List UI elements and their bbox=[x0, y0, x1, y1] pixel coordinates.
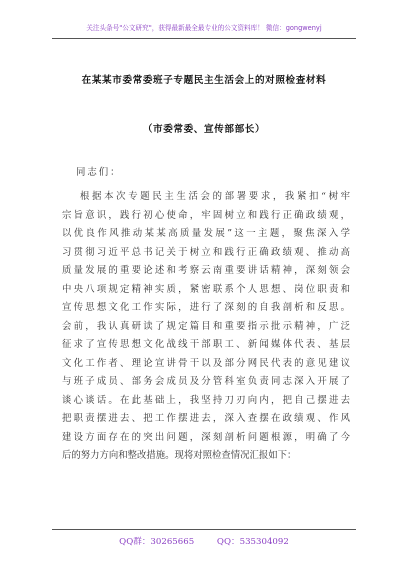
qq-group-number: QQ群：30265665 bbox=[119, 537, 195, 547]
body-paragraph bbox=[62, 188, 350, 466]
body-line: 谈心谈话。在此基础上，我坚持刀刃向内，把自己摆进去 bbox=[62, 394, 350, 406]
document-subtitle: （市委常委、宣传部部长） bbox=[142, 124, 266, 135]
body-line: 把职责摆进去、把工作摆进去，深入查摆在政绩观、作风 bbox=[62, 413, 350, 424]
body-line: 宗旨意识，践行初心使命，牢固树立和践行正确政绩观， bbox=[62, 209, 350, 221]
body-line: 以优良作风推动某某高质量发展”这一主题，聚焦深入学 bbox=[62, 228, 350, 239]
body-line: 宣传思想文化工作实际，进行了深刻的自我剖析和反思。 bbox=[62, 302, 350, 313]
body-line: 文化工作者、理论宣讲骨干以及部分网民代表的意见建议 bbox=[62, 357, 350, 369]
header-banner: 关注头条号"公文研究"，获得最新最全最专业的公文资料库！ 微信：gongwenyj bbox=[86, 24, 322, 32]
body-line: 根据本次专题民主生活会的部署要求，我紧扣“树牢 bbox=[80, 191, 350, 202]
salutation: 同志们： bbox=[76, 167, 122, 178]
body-line: 与班子成员、部务会成员及分管科室负责同志深入开展了 bbox=[62, 376, 350, 387]
footer-contact bbox=[0, 535, 408, 547]
header-divider bbox=[52, 38, 356, 39]
footer-divider bbox=[52, 529, 356, 530]
body-line: 中央八项规定精神实质，紧密联系个人思想、岗位职责和 bbox=[62, 283, 350, 295]
body-line: 习贯彻习近平总书记关于树立和践行正确政绩观、推动高 bbox=[62, 246, 350, 258]
qq-number: QQ：535304092 bbox=[216, 537, 289, 547]
document-title: 在某某市委常委班子专题民主生活会上的对照检查材料 bbox=[81, 75, 327, 86]
body-line: 征求了宣传思想文化战线干部职工、新闻媒体代表、基层 bbox=[62, 339, 350, 350]
body-line: 后的努力方向和整改措施。现将对照检查情况汇报如下： bbox=[62, 450, 297, 461]
body-line: 建设方面存在的突出问题，深刻剖析问题根源，明确了今 bbox=[62, 431, 350, 443]
body-line: 质量发展的重要论述和考察云南重要讲话精神，深刻领会 bbox=[62, 265, 350, 276]
body-line: 会前，我认真研读了规定篇目和重要指示批示精神，广泛 bbox=[62, 320, 350, 332]
